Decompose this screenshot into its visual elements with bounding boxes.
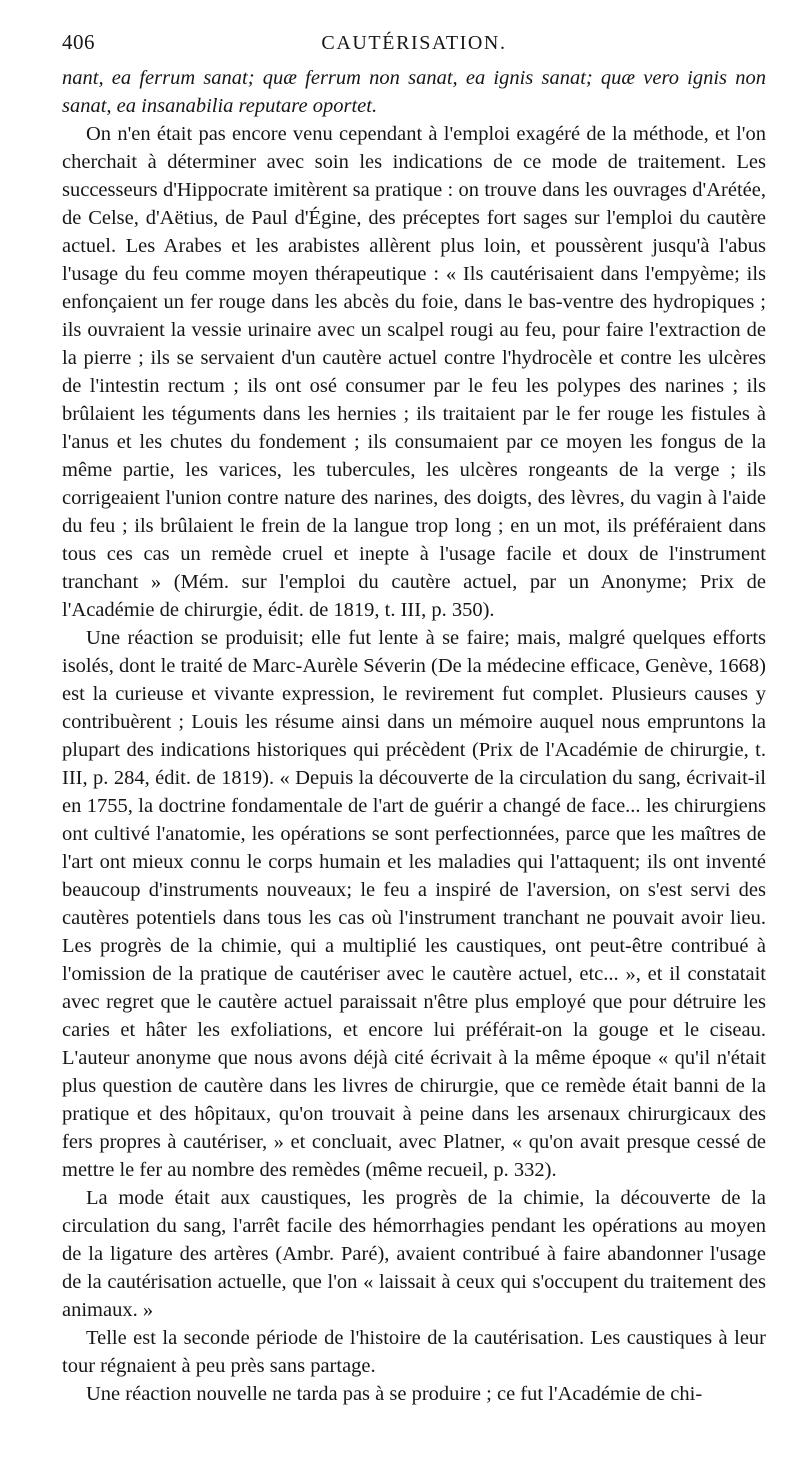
- paragraph: La mode était aux caustiques, les progrès de la chimie, la découverte de la circulation du sang, l'arrêt facile des hémorrhagies pendant les opérations au moyen de la ligature des artères (Ambr. Paré), avaient contribué à faire abandonner l'usage de la cautérisation actuelle, que l'on « laissait à ceux qui s'occupent du traitement des animaux. »: [62, 1187, 766, 1321]
- paragraph: On n'en était pas encore venu cependant à l'emploi exagéré de la méthode, et l'on cherchait à déterminer avec soin les indications de ce mode de traitement. Les successeurs d'Hippocrate imitèrent sa pratique : on trouve dans les ouvrages d'Arétée, de Celse, d'Aëtius, de Paul d'Égine, des préceptes fort sages sur l'emploi du cautère actuel. Les Arabes et les arabistes allèrent plus loin, et poussèrent jusqu'à l'abus l'usage du feu comme moyen thérapeutique : « Ils cautérisaient dans l'empyème; ils enfonçaient un fer rouge dans les abcès du foie, dans le bas-ventre des hydropiques ; ils ouvraient la vessie urinaire avec un scalpel rougi au feu, pour faire l'extraction de la pierre ; ils se servaient d'un cautère actuel contre l'hydrocèle et contre les ulcères de l'intestin rectum ; ils ont osé consumer par le feu les polypes des narines ; ils brûlaient les téguments dans les hernies ; ils traitaient par le fer rouge les fistules à l'anus et les chutes du fondement ; ils consumaient par ce moyen les fongus de la même partie, les varices, les tubercules, les ulcères rongeants de la verge ; ils corrigeaient l'union contre nature des narines, des doigts, des lèvres, du vagin à l'aide du feu ; ils brûlaient le frein de la langue trop long ; en un mot, ils préféraient dans tous ces cas un remède cruel et inepte à l'usage facile et doux de l'instrument tranchant » (Mém. sur l'emploi du cautère actuel, par un Anonyme; Prix de l'Académie de chirurgie, édit. de 1819, t. III, p. 350).: [62, 123, 766, 621]
- body-text: [62, 64, 766, 1408]
- paragraph: Une réaction nouvelle ne tarda pas à se produire ; ce fut l'Académie de chi-: [86, 1383, 703, 1405]
- page-number: 406: [62, 30, 95, 54]
- page-header: [62, 30, 766, 64]
- running-head: CAUTÉRISATION.: [321, 32, 507, 54]
- paragraph: Une réaction se produisit; elle fut lente à se faire; mais, malgré quelques efforts isolés, dont le traité de Marc-Aurèle Séverin (De la médecine efficace, Genève, 1668) est la curieuse et vivante expression, le revirement fut complet. Plusieurs causes y contribuèrent ; Louis les résume ainsi dans un mémoire auquel nous empruntons la plupart des indications historiques qui précèdent (Prix de l'Académie de chirurgie, t. III, p. 284, édit. de 1819). « Depuis la découverte de la circulation du sang, écrivait-il en 1755, la doctrine fondamentale de l'art de guérir a changé de face... les chirurgiens ont cultivé l'anatomie, les opérations se sont perfectionnées, parce que les maîtres de l'art ont mieux connu le corps humain et les maladies qui l'attaquent; ils ont inventé beaucoup d'instruments nouveaux; le feu a inspiré de l'aversion, on s'est servi des cautères potentiels dans tous les cas où l'instrument tranchant ne pouvait avoir lieu. Les progrès de la chimie, qui a multiplié les caustiques, ont peut-être contribué à l'omission de la pratique de cautériser avec le cautère actuel, etc... », et il constatait avec regret que le cautère actuel paraissait n'être plus employé que pour détruire les caries et hâter les exfoliations, et encore lui préférait-on la gouge et le ciseau. L'auteur anonyme que nous avons déjà cité écrivait à la même époque « qu'il n'était plus question de cautère dans les livres de chirurgie, que ce remède était banni de la pratique et des hôpitaux, qu'on trouvait à peine dans les arsenaux chirurgicaux des fers propres à cautériser, » et concluait, avec Platner, « qu'on avait presque cessé de mettre le fer au nombre des remèdes (même recueil, p. 332).: [62, 627, 766, 1181]
- paragraph: Telle est la seconde période de l'histoire de la cautérisation. Les caustiques à leur tour régnaient à peu près sans partage.: [62, 1327, 766, 1377]
- paragraph-continuation: nant, ea ferrum sanat; quæ ferrum non sanat, ea ignis sanat; quæ vero ignis non sanat, ea insanabilia reputare oportet.: [62, 67, 766, 117]
